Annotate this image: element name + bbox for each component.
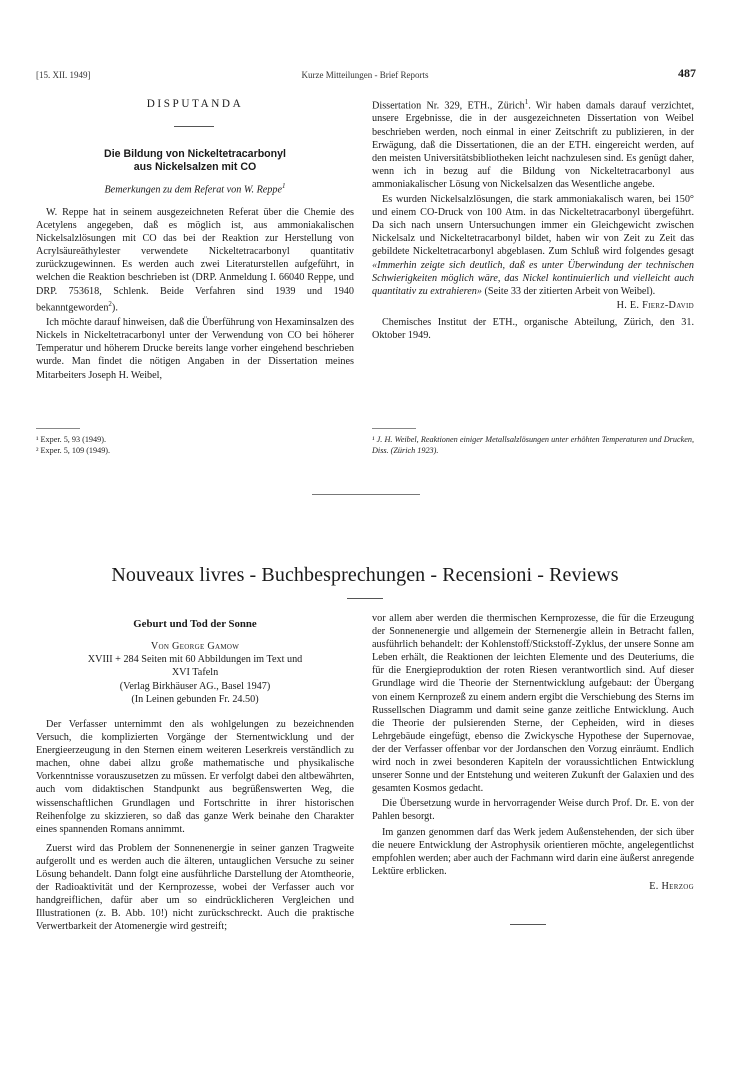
- article-title-line-1: Die Bildung von Nickeltetracarbonyl: [104, 148, 286, 160]
- footnote-rule-left: [36, 428, 80, 429]
- book-author: Von George Gamow: [150, 641, 240, 652]
- section-title-disputanda: DISPUTANDA: [146, 98, 244, 110]
- disputanda-affiliation: Chemisches Institut der ETH., organische Abteilung, Zürich, den 31. Oktober 1949.: [372, 316, 694, 341]
- footnote-right: ¹ J. H. Weibel, Reaktionen einiger Metallsalzlösungen unter erhöhten Temperaturen und Drucken, Diss. (Zürich 1923).: [372, 435, 694, 455]
- review-paragraph-2: Zuerst wird das Problem der Sonnenenergie in seiner ganzen Tragweite aufgerollt und es werden auch die älteren, untauglichen Versuche zu seiner Lösung behandelt. Dann folgt eine ausführliche Darstellung der Atomtheorie, der Radioaktivität und der Kernprozesse, wobei der Verfasser auch vor handgreiflichen, dafür aber um so eindrücklicheren Vergleichen und Illustrationen (z. B. Abb. 10!) nicht zurückschreckt. Auch die praktische Verwertbarkeit der Atomenergie wird gestreift;: [36, 842, 354, 933]
- review-right-paragraph-3: Im ganzen genommen darf das Werk jedem Außenstehenden, der sich über die neuere Entwicklung der Astrophysik orientieren möchte, angelegentlichst empfohlen werden; aber auch der Fachmann wird darin eine äußerst anregende Lektüre erblicken.: [372, 826, 694, 877]
- article-subtitle: [36, 182, 354, 195]
- book-title: Geburt und Tod der Sonne: [133, 618, 257, 630]
- review-right-paragraph-1: vor allem aber werden die thermischen Kernprozesse, die für die Erzeugung der Sonnenenergie und allgemein der Sternenergie allein in Betracht fallen, ausführlich behandelt: der Kohlenstoff/Stickstoff-Zyklus, der unsere Sonne am Leben erhält, die Reaktionen der leichten Elemente und des Deuteriums, die für die Energieproduktion der roten Riesen verantwortlich sind. Auf dieser Grundlage wird die Theorie der Sternentwicklung aufgebaut: der Übergang von einem Kernprozeß zu einem andern ergibt die Verschiebung des Sterns im Russellschen Diagramm und damit seine ganze zeitliche Entwicklung. Auch die Theorie der pulsierenden Sterne, der Cepheiden, wird in dieses Lehrgebäude eingefügt, ebenso die Zwickysche Hypothese der Supernovae, der der Verfasser offenbar vor der Jordanschen den Vorzug einräumt. Endlich wird noch in zwei besonderen Kapiteln der voraussichtlichen Entwicklung unserer Sonne und der Entstehung und weiteren Zukunft der Galaxien und des gesamten Kosmos gedacht.: [372, 613, 694, 795]
- review-paragraph-1: Der Verfasser unternimmt den als wohlgelungen zu bezeichnenden Versuch, die komplizierten Vorgänge der Sternentwicklung und der Energieerzeugung in den Sternen einem weiteren Leserkreis verständlich zu machen, ohne dabei allzu große mathematische und physikalische Vorkenntnisse vorauszusetzen zu müssen. Er verfolgt dabei den altbewährten, auch vom didaktischen Standpunkt aus begrüßenswerten Weg, die wissenschaftlichen Grundlagen und Fortschritte in ihrer historischen Reihenfolge zu skizzieren, so daß das ganze Werk beinahe den Charakter eines spannenden Romans annimmt.: [36, 719, 354, 835]
- review-right-column: [372, 612, 694, 893]
- disputanda-right-column: [372, 96, 694, 342]
- book-pages-line-1: XVIII + 284 Seiten mit 60 Abbildungen im Text und: [87, 654, 303, 666]
- review-right-paragraph-2: Die Übersetzung wurde in hervorragender Weise durch Prof. Dr. E. von der Pahlen besorgt.: [372, 798, 694, 823]
- footnote-rule-right: [372, 428, 416, 429]
- disputanda-left-column: [36, 206, 354, 382]
- disputanda-right-paragraph-1: [372, 96, 694, 191]
- right-para2-quote: «Immerhin zeigte sich deutlich, daß es unter Überwindung der technischen Schwierigkeiten möglich wäre, das Nickel kontinuierlich und vielleicht auch quantitativ zu extrahieren»: [372, 259, 694, 297]
- subtitle-text: Bemerkungen zu dem Referat von W. Reppe: [104, 184, 283, 196]
- para1-footnote-mark: 2: [108, 299, 112, 308]
- disputanda-signature: H. E. Fierz-David: [616, 299, 694, 311]
- disputanda-paragraph-2: Ich möchte darauf hinweisen, daß die Überführung von Hexaminsalzen des Nickels in Nickeltetracarbonyl unter der Verwendung von CO bei höherer Temperatur und höherem Drucke bereits lange vorher eingehend beschrieben wurde. Man findet die nötigen Angaben in der Dissertation meines Mitarbeiters Joseph H. Weibel,: [36, 317, 354, 381]
- end-divider: [510, 924, 546, 925]
- para1-text: W. Reppe hat in seinem ausgezeichneten Referat über die Chemie des Acetylens angegeben, daß es möglich ist, aus ammoniakalischen Nickelsalzlösungen mit CO das bei der Reaktion zur Herstellung von Acrylsäureäthylester verwendete Nickeltetracarbonyl quantitativ zurückzugewinnen. Es werden auch zwei Literaturstellen aufgeführt, in welchen die Reaktion beschrieben ist (DRP. Anmeldung I. 66040 Reppe, und DRP. 753618, Schlenk. Beide Verfahren sind 1939 und 1940 bekanntgeworden: [36, 207, 354, 314]
- disputanda-paragraph-1: [36, 206, 354, 314]
- footnote-left-2: ² Exper. 5, 109 (1949).: [36, 446, 111, 455]
- book-publisher: (Verlag Birkhäuser AG., Basel 1947): [119, 680, 271, 692]
- footnotes-left: [36, 434, 354, 456]
- article-title: [36, 148, 354, 174]
- header-date: [15. XII. 1949]: [36, 70, 91, 80]
- book-price: (In Leinen gebunden Fr. 24.50): [131, 693, 259, 705]
- reviews-title-divider: [347, 598, 383, 599]
- right-para2-end: (Seite 33 der zitierten Arbeit von Weibel).: [481, 285, 656, 297]
- review-left-column: [36, 718, 354, 934]
- right-para2-start: Es wurden Nickelsalzlösungen, die stark ammoniakalisch waren, bei 150° und einem CO-Druck von 100 Atm. in das Nickeltetracarbonyl übergeführt. Da sich nach unsern Untersuchungen immer ein Gleichgewicht zwischen Nickelsalz und Nickeltetracarbonyl bildet, haben wir von Zeit zu Zeit das gebildete Nickeltetracarbonyl abgeblasen. Zum Schluß wird folgendes gesagt: [372, 194, 694, 258]
- section-divider: [312, 494, 420, 495]
- book-pages-line-2: XVI Tafeln: [171, 667, 219, 679]
- para1-end: ).: [111, 302, 118, 314]
- header-journal-section: Kurze Mitteilungen - Brief Reports: [301, 70, 429, 80]
- footnote-left-1: ¹ Exper. 5, 93 (1949).: [36, 435, 106, 444]
- page-number: 487: [678, 66, 696, 80]
- title-divider: [174, 126, 214, 127]
- review-signature: E. Herzog: [649, 880, 694, 892]
- right-para1-footnote-mark: 1: [524, 98, 529, 106]
- right-para1-start: Dissertation Nr. 329, ETH., Zürich: [372, 100, 525, 112]
- article-title-line-2: aus Nickelsalzen mit CO: [133, 161, 257, 173]
- subtitle-footnote-mark: 1: [282, 182, 286, 190]
- right-para1-rest: . Wir haben damals darauf verzichtet, unsere Ergebnisse, die in der ausgezeichneten Dissertation von Weibel beschrieben werden, noch einmal in einer Zeitschrift zu publizieren, in der Erwägung, daß die Dissertationen, die an der ETH. eingereicht werden, auf den meisten Universitätsbibliotheken leicht nachzulesen sind. Es genügt daher, wenn ich in bezug auf die Bildung von Nickeltetracarbonyl aus ammoniakalischer Lösung von Nickelsalzen das Wesentliche angebe.: [372, 100, 694, 190]
- book-details: [36, 640, 354, 706]
- disputanda-right-paragraph-2: [372, 193, 694, 298]
- section-title-reviews: Nouveaux livres - Buchbesprechungen - Recensioni - Reviews: [111, 564, 619, 586]
